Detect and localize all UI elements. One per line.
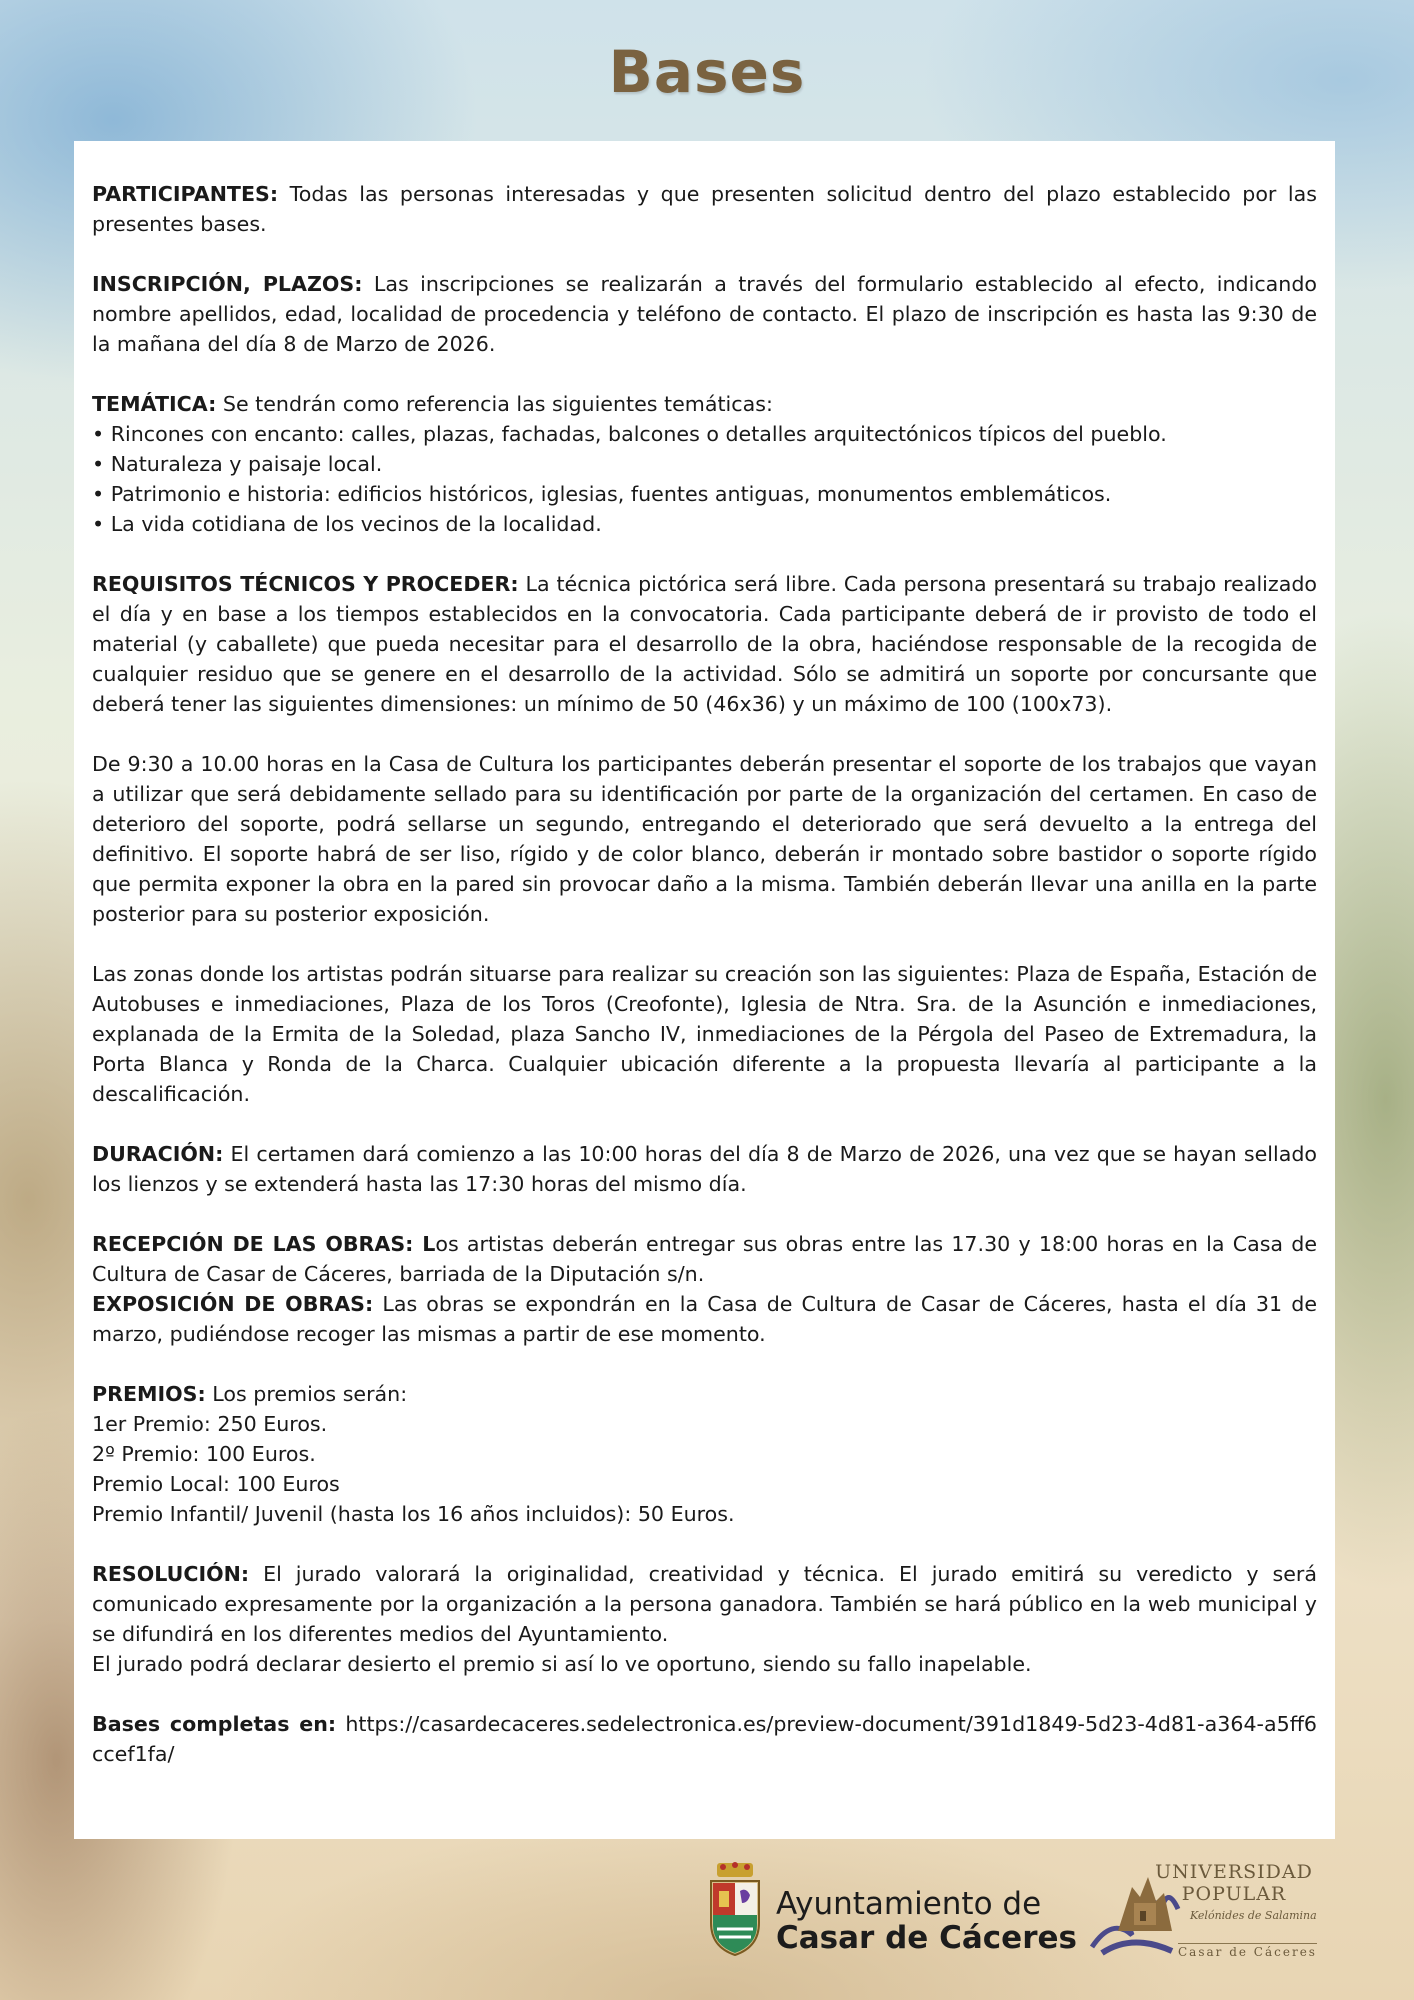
section-label: EXPOSICIÓN DE OBRAS: <box>92 1292 374 1316</box>
list-item: Premio Local: 100 Euros <box>92 1472 340 1496</box>
list-item: • Naturaleza y paisaje local. <box>92 452 383 476</box>
section-label: REQUISITOS TÉCNICOS Y PROCEDER: <box>92 572 519 596</box>
section-text: Se tendrán como referencia las siguientes temáticas: <box>216 392 773 416</box>
section-bases-completas <box>92 1709 1317 1769</box>
section-text: Las obras se expondrán en la Casa de Cultura de Casar de Cáceres, hasta el día 31 de marzo, pudiéndose recoger las mismas a partir de ese momento. <box>92 1292 1317 1346</box>
section-label: PARTICIPANTES: <box>92 182 279 206</box>
section-zonas <box>92 959 1317 1109</box>
section-text: La técnica pictórica será libre. Cada persona presentará su trabajo realizado el día y en base a los tiempos establecidos en la convocatoria. Cada participante deberá de ir provisto de todo el material (y caballete) que pueda necesitar para el desarrollo de la obra, haciéndose responsable de la recogida de cualquier residuo que se genere en el desarrollo de la actividad. Sólo se admitirá un soporte por concursante que deberá tener las siguientes dimensiones: un mínimo de 50 (46x36) y un máximo de 100 (100x73). <box>92 572 1317 716</box>
section-text: El jurado valorará la originalidad, creatividad y técnica. El jurado emitirá su veredicto y será comunicado expresamente por la organización a la persona ganadora. También se hará público en la web municipal y se difundirá en los diferentes medios del Ayuntamiento. <box>92 1562 1317 1646</box>
section-text-2: El jurado podrá declarar desierto el premio si así lo ve oportuno, siendo su fallo inapelable. <box>92 1652 1032 1676</box>
up-line2: POPULAR <box>1181 1883 1287 1905</box>
coat-of-arms-icon <box>707 1861 763 1959</box>
section-text: Todas las personas interesadas y que presenten solicitud dentro del plazo establecido por las presentes bases. <box>92 182 1317 236</box>
section-requisitos <box>92 569 1317 719</box>
footer <box>0 1855 1414 1975</box>
section-tematica <box>92 389 1317 539</box>
list-item: 1er Premio: 250 Euros. <box>92 1412 328 1436</box>
section-recepcion <box>92 1229 1317 1289</box>
section-text: De 9:30 a 10.00 horas en la Casa de Cultura los participantes deberán presentar el soporte de los trabajos que vayan a utilizar que será debidamente sellado para su identificación por parte de la organización del certamen. En caso de deterioro del soporte, podrá sellarse un segundo, entregando el deteriorado que será devuelto a la entrega del definitivo. El soporte habrá de ser liso, rígido y de color blanco, deberán ir montado sobre bastidor o soporte rígido que permita exponer la obra en la pared sin provocar daño a la misma. También deberán llevar una anilla en la parte posterior para su posterior exposición. <box>92 752 1317 926</box>
section-inscripcion <box>92 269 1317 359</box>
section-label: INSCRIPCIÓN, PLAZOS: <box>92 272 363 296</box>
section-participantes <box>92 179 1317 239</box>
section-text: El certamen dará comienzo a las 10:00 horas del día 8 de Marzo de 2026, una vez que se hayan sellado los lienzos y se extenderá hasta las 17:30 horas del mismo día. <box>92 1142 1317 1196</box>
list-item: Premio Infantil/ Juvenil (hasta los 16 años incluidos): 50 Euros. <box>92 1502 735 1526</box>
list-item: • Patrimonio e historia: edificios históricos, iglesias, fuentes antiguas, monumentos emblemáticos. <box>92 482 1112 506</box>
bases-panel <box>74 141 1335 1839</box>
up-place: Casar de Cáceres <box>1178 1945 1317 1959</box>
section-label: PREMIOS: <box>92 1382 206 1406</box>
section-label: TEMÁTICA: <box>92 392 217 416</box>
ayuntamiento-line2: Casar de Cáceres <box>776 1920 1077 1956</box>
bases-link[interactable]: https://casardecaceres.sedelectronica.es/preview-document/391d1849-5d23-4d81-a364-a5ff6ccef1fa/ <box>92 1712 1317 1766</box>
page-title: Bases <box>608 38 806 106</box>
section-resolucion <box>92 1559 1317 1679</box>
list-item: 2º Premio: 100 Euros. <box>92 1442 316 1466</box>
section-text: Los premios serán: <box>205 1382 408 1406</box>
section-text: Las zonas donde los artistas podrán situarse para realizar su creación son las siguientes: Plaza de España, Estación de Autobuses e inmediaciones, Plaza de los Toros (Creofonte), Iglesia de Ntra. Sra. de la Asunción e inmediaciones, explanada de la Ermita de la Soledad, plaza Sancho IV, inmediaciones de la Pérgola del Paseo de Extremadura, la Porta Blanca y Ronda de la Charca. Cualquier ubicación diferente a la propuesta llevaría al participante a la descalificación. <box>92 962 1317 1106</box>
list-item: • La vida cotidiana de los vecinos de la localidad. <box>92 512 602 536</box>
section-label: RECEPCIÓN DE LAS OBRAS: L <box>92 1232 436 1256</box>
section-label: Bases completas en: <box>92 1712 337 1736</box>
section-text: os artistas deberán entregar sus obras entre las 17.30 y 18:00 horas en la Casa de Cultura de Casar de Cáceres, barriada de la Diputación s/n. <box>92 1232 1318 1286</box>
section-label: DURACIÓN: <box>92 1142 224 1166</box>
section-duracion <box>92 1139 1317 1199</box>
section-premios <box>92 1379 1317 1529</box>
universidad-popular-title <box>1150 1861 1318 1905</box>
list-item: • Rincones con encanto: calles, plazas, fachadas, balcones o detalles arquitectónicos típicos del pueblo. <box>92 422 1167 446</box>
section-label: RESOLUCIÓN: <box>92 1562 250 1586</box>
section-exposicion <box>92 1289 1317 1349</box>
ayuntamiento-logo <box>776 1887 1077 1955</box>
section-text: Las inscripciones se realizarán a través del formulario establecido al efecto, indicando nombre apellidos, edad, localidad de procedencia y teléfono de contacto. El plazo de inscripción es hasta las 9:30 de la mañana del día 8 de Marzo de 2026. <box>92 272 1317 356</box>
up-line1: UNIVERSIDAD <box>1155 1861 1313 1883</box>
ayuntamiento-line1: Ayuntamiento de <box>776 1886 1042 1922</box>
up-subtitle: Kelónides de Salamina <box>1190 1909 1317 1922</box>
section-horario <box>92 749 1317 929</box>
